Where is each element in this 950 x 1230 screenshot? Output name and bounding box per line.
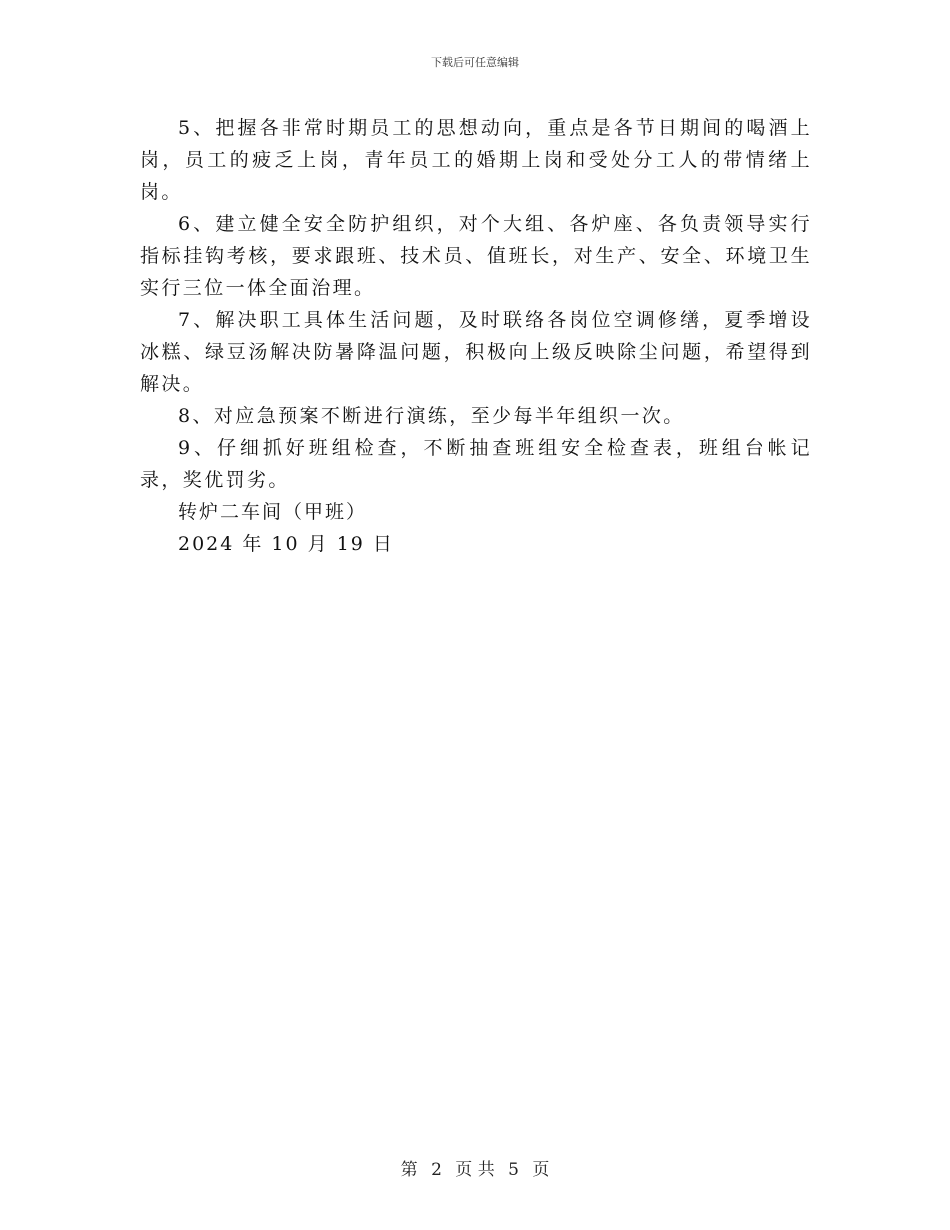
page-label-mid: 页 共 [455, 1160, 495, 1180]
paragraph-item-6: 6、建立健全安全防护组织，对个大组、各炉座、各负责领导实行指标挂钩考核，要求跟班、技术员、值班长，对生产、安全、环境卫生实行三位一体全面治理。 [140, 213, 812, 299]
total-page-count: 5 [508, 1160, 519, 1180]
paragraph-item-5: 5、把握各非常时期员工的思想动向，重点是各节日期间的喝酒上岗，员工的疲乏上岗，青年员工的婚期上岗和受处分工人的带情绪上岗。 [140, 117, 812, 203]
paragraph-item-8: 8、对应急预案不断进行演练，至少每半年组织一次。 [178, 405, 685, 427]
page-footer [0, 1155, 950, 1180]
page-label-prefix: 第 [400, 1160, 418, 1180]
page-label-suffix: 页 [532, 1160, 550, 1180]
signature-date: 2024 年 10 月 19 日 [178, 533, 394, 555]
current-page-number: 2 [431, 1160, 442, 1180]
document-body [140, 112, 812, 560]
page-header-note: 下载后可任意编辑 [431, 56, 519, 69]
signature-department: 转炉二车间（甲班） [178, 501, 368, 523]
paragraph-item-9: 9、仔细抓好班组检查，不断抽查班组安全检查表，班组台帐记录，奖优罚劣。 [140, 437, 812, 491]
paragraph-item-7: 7、解决职工具体生活问题，及时联络各岗位空调修缮，夏季增设冰糕、绿豆汤解决防暑降温问题，积极向上级反映除尘问题，希望得到解决。 [140, 309, 812, 395]
